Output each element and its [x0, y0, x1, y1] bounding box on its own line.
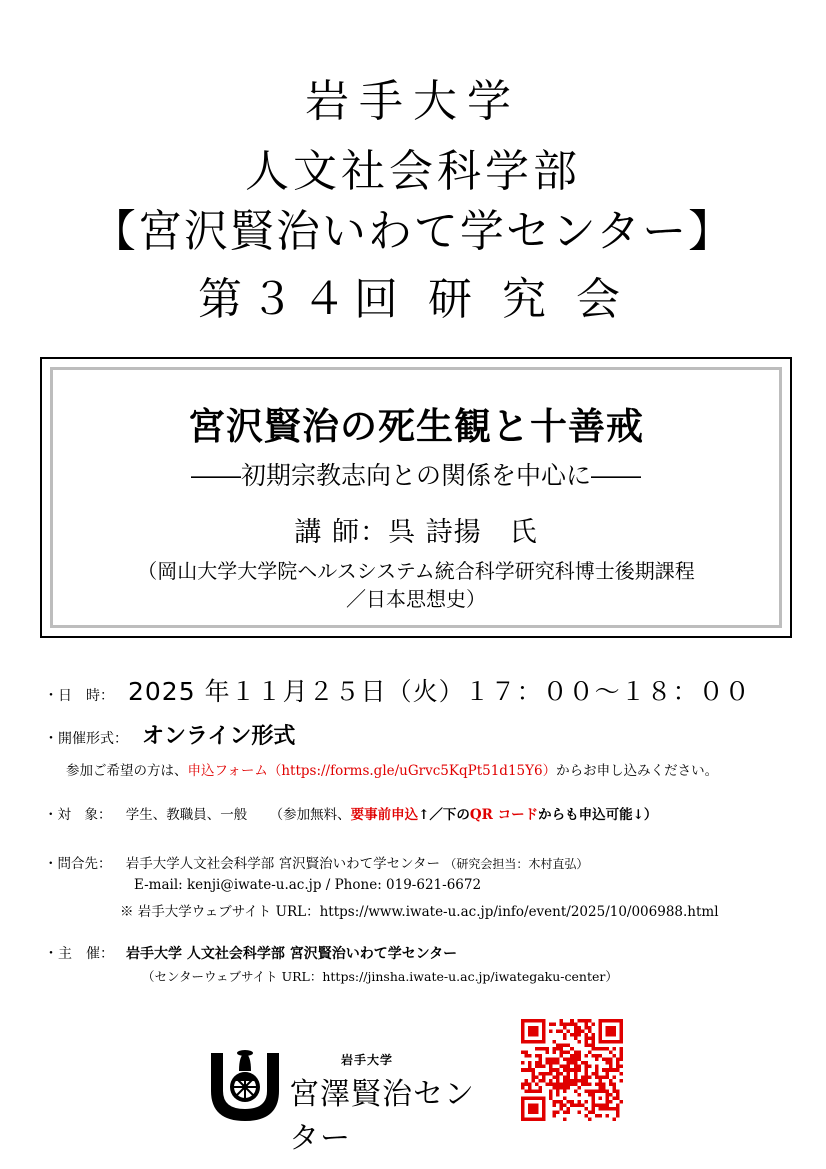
target-note-required: 要事前申込: [350, 807, 419, 823]
center-logo: [205, 1045, 475, 1156]
inquiry-label: ・問合先：: [44, 856, 112, 872]
host-value: 岩手大学 人文社会科学部 宮沢賢治いわて学センター: [126, 946, 458, 962]
target-note-end: からも申込可能↓）: [538, 807, 658, 823]
target-note-text: （参加無料、: [269, 807, 351, 823]
date-value: 2025 年１１月２５日（火）１７：００～１８：００: [128, 677, 751, 706]
header-session: 第３４回 研 究 会: [198, 274, 628, 325]
format-label: ・開催形式：: [44, 731, 128, 747]
university-website[interactable]: ※ 岩手大学ウェブサイト URL：https://www.iwate-u.ac.jp/info/event/2025/10/006988.html: [120, 904, 719, 920]
lecture-title: 宮沢賢治の死生観と十善戒: [188, 405, 644, 448]
header-center: 【宮沢賢治いわて学センター】: [91, 206, 735, 257]
qr-code-icon[interactable]: [521, 1019, 623, 1121]
lecture-subtitle: ――初期宗教志向との関係を中心に――: [190, 461, 641, 490]
date-row: [44, 672, 751, 708]
apply-form-link[interactable]: 申込フォーム（https://forms.gle/uGrvc5KqPt51d15Y6）: [187, 763, 557, 779]
target-row: [44, 803, 657, 823]
lecture-box: [40, 357, 792, 638]
host-label: ・主 催：: [44, 946, 114, 962]
target-note: [270, 807, 658, 823]
inquiry-row: [44, 852, 588, 872]
target-note-qr: QR コード: [469, 807, 539, 823]
format-value: オンライン形式: [142, 724, 296, 749]
target-note-mid: ↑／下の: [418, 807, 470, 823]
lecturer-affiliation: （岡山大学大学院ヘルスシステム統合科学研究科博士後期課程: [137, 559, 695, 583]
apply-text-end: からお申し込みください。: [556, 763, 719, 779]
header-faculty: 人文社会科学部: [245, 146, 581, 197]
date-label: ・日 時：: [44, 688, 114, 704]
kenji-silhouette-logo-icon: [205, 1045, 285, 1125]
logo-center-name: 宮澤賢治センター: [289, 1077, 475, 1156]
target-label: ・対 象：: [44, 807, 112, 823]
lecturer-name: 講 師：呉 詩揚 氏: [294, 517, 538, 548]
host-row: [44, 943, 457, 963]
header-university: 岩手大学: [305, 76, 521, 127]
lecturer-field: ／日本思想史）: [346, 587, 486, 611]
format-row: [44, 719, 295, 750]
inquiry-value: 岩手大学人文社会科学部 宮沢賢治いわて学センター: [125, 856, 441, 872]
logo-university: 岩手大学: [341, 1053, 394, 1067]
center-website[interactable]: （センターウェブサイト URL：https://jinsha.iwate-u.ac.jp/iwategaku-center）: [142, 969, 618, 984]
apply-row: [66, 759, 718, 779]
contact-line: E-mail: kenji@iwate-u.ac.jp / Phone: 019-621-6672: [134, 877, 482, 893]
lecture-box-inner: [50, 367, 782, 628]
inquiry-note: （研究会担当：木村直弘）: [444, 857, 589, 871]
apply-text: 参加ご希望の方は、: [66, 763, 188, 779]
target-value: 学生、教職員、一般: [125, 807, 248, 823]
